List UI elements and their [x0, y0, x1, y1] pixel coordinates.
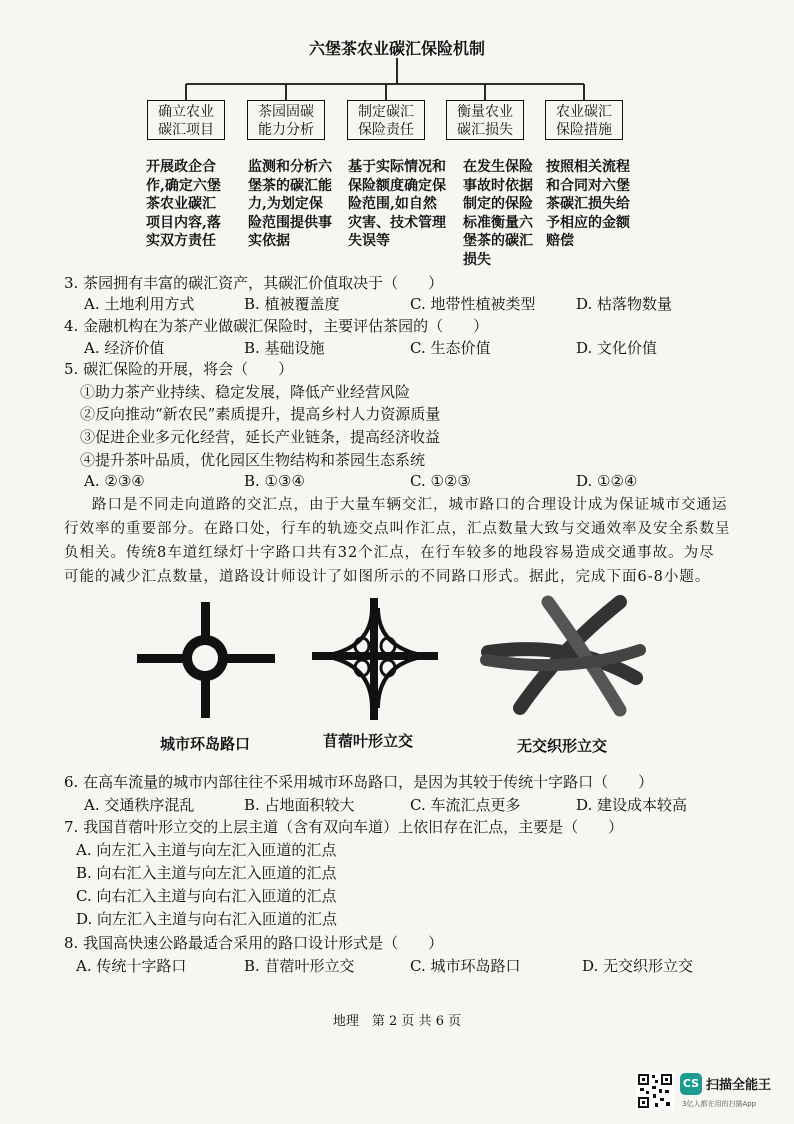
- q5-item-1: ①助力茶产业持续、稳定发展，降低产业经营风险: [80, 383, 411, 401]
- q3-option-d: D. 枯落物数量: [576, 295, 673, 313]
- diagram-desc-3: 基于实际情况和 保险额度确定保 险范围,如自然 灾害、技术管理 失误等: [348, 159, 446, 249]
- caption-no-weaving: 无交织形立交: [517, 737, 608, 755]
- q4-option-b: B. 基础设施: [244, 339, 325, 357]
- roundabout-figure: [137, 602, 275, 718]
- q4-option-a: A. 经济价值: [84, 339, 165, 357]
- diagram-box-2: 茶园固碳 能力分析: [247, 100, 325, 140]
- q5-option-b: B. ①③④: [244, 472, 305, 490]
- q5-item-3: ③促进企业多元化经营，延长产业链条，提高经济收益: [80, 428, 441, 446]
- qr-code-icon: [636, 1072, 674, 1110]
- diagram-box-3: 制定碳汇 保险责任: [347, 100, 425, 140]
- diagram-box-1: 确立农业 碳汇项目: [147, 100, 225, 140]
- q8-option-b: B. 苜蓿叶形立交: [244, 957, 355, 975]
- brand-name: 扫描全能王: [706, 1078, 772, 1093]
- diagram-desc-1: 开展政企合 作,确定六堡 茶农业碳汇 项目内容,落 实双方责任: [146, 159, 221, 249]
- q7-option-c: C. 向右汇入主道与向右汇入匝道的汇点: [76, 887, 337, 905]
- caption-cloverleaf: 苜蓿叶形立交: [323, 732, 414, 750]
- q6-option-a: A. 交通秩序混乱: [84, 796, 195, 814]
- q6-option-c: C. 车流汇点更多: [410, 796, 521, 814]
- passage-line-4: 可能的减少汇点数量，道路设计师设计了如图所示的不同路口形式。据此，完成下面6-8小题。: [64, 569, 711, 585]
- cs-logo-icon: CS: [680, 1073, 702, 1095]
- q8-stem: 8. 我国高快速公路最适合采用的路口设计形式是（ ）: [64, 934, 444, 952]
- q3-stem: 3. 茶园拥有丰富的碳汇资产，其碳汇价值取决于（ ）: [64, 274, 444, 292]
- brand-subtitle: 3亿人都在用的扫描App: [682, 1100, 757, 1108]
- q6-stem: 6. 在高车流量的城市内部往往不采用城市环岛路口，是因为其较于传统十字路口（ ）: [64, 773, 654, 791]
- caption-roundabout: 城市环岛路口: [160, 735, 251, 753]
- q7-option-a: A. 向左汇入主道与向左汇入匝道的汇点: [76, 841, 337, 859]
- q8-option-d: D. 无交织形立交: [582, 957, 694, 975]
- q5-option-d: D. ①②④: [576, 472, 638, 490]
- q4-option-c: C. 生态价值: [410, 339, 491, 357]
- q7-option-d: D. 向左汇入主道与向右汇入匝道的汇点: [76, 910, 338, 928]
- q3-option-b: B. 植被覆盖度: [244, 295, 340, 313]
- q3-option-a: A. 土地利用方式: [84, 295, 195, 313]
- q8-option-c: C. 城市环岛路口: [410, 957, 521, 975]
- q4-option-d: D. 文化价值: [576, 339, 658, 357]
- diagram-title: 六堡茶农业碳汇保险机制: [308, 39, 485, 58]
- q5-option-a: A. ②③④: [84, 472, 145, 490]
- passage-line-1: 路口是不同走向道路的交汇点，由于大量车辆交汇，城市路口的合理设计成为保证城市交通运: [92, 497, 728, 513]
- diagram-connectors: [0, 0, 794, 110]
- diagram-box-5: 农业碳汇 保险措施: [545, 100, 623, 140]
- no-weaving-figure: [486, 602, 640, 710]
- diagram-desc-2: 监测和分析六 堡茶的碳汇能 力,为划定保 险范围提供事 实依据: [248, 159, 332, 249]
- q5-item-2: ②反向推动“新农民”素质提升，提高乡村人力资源质量: [80, 405, 441, 423]
- q6-option-b: B. 占地面积较大: [244, 796, 355, 814]
- q4-stem: 4. 金融机构在为茶产业做碳汇保险时，主要评估茶园的（ ）: [64, 317, 489, 335]
- intersection-figures: [0, 590, 794, 740]
- page-footer: 地理 第 2 页 共 6 页: [332, 1014, 462, 1029]
- diagram-box-4: 衡量农业 碳汇损失: [446, 100, 524, 140]
- q8-option-a: A. 传统十字路口: [76, 957, 187, 975]
- q7-option-b: B. 向右汇入主道与向左汇入匝道的汇点: [76, 864, 337, 882]
- q5-option-c: C. ①②③: [410, 472, 471, 490]
- q7-stem: 7. 我国苜蓿叶形立交的上层主道（含有双向车道）上依旧存在汇点，主要是（ ）: [64, 818, 624, 836]
- diagram-desc-5: 按照相关流程 和合同对六堡 茶碳汇损失给 予相应的金额 赔偿: [546, 159, 630, 249]
- q3-option-c: C. 地带性植被类型: [410, 295, 536, 313]
- q5-item-4: ④提升茶叶品质，优化园区生物结构和茶园生态系统: [80, 451, 426, 469]
- diagram-desc-4: 在发生保险 事故时依据 制定的保险 标准衡量六 堡茶的碳汇 损失: [463, 159, 533, 268]
- q5-stem: 5. 碳汇保险的开展，将会（ ）: [64, 360, 294, 378]
- passage-line-2: 行效率的重要部分。在路口处，行车的轨迹交点叫作汇点，汇点数量大致与交通效率及安全系数呈: [64, 521, 731, 537]
- passage-line-3: 负相关。传统8车道红绿灯十字路口共有32个汇点，在行车较多的地段容易造成交通事故。为尽: [64, 545, 715, 561]
- cloverleaf-figure: [312, 598, 438, 720]
- q6-option-d: D. 建设成本较高: [576, 796, 688, 814]
